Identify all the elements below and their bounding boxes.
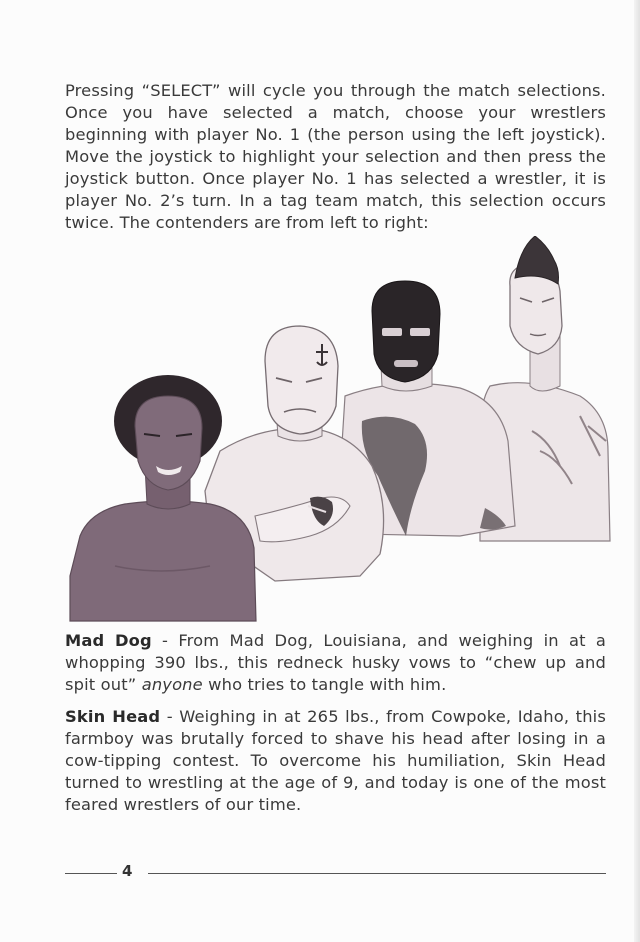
footer-rule-right	[148, 873, 606, 874]
skin-head-name: Skin Head	[65, 707, 161, 726]
mad-dog-text-before: From Mad Dog, Louisiana, and weighing in at a whopping 390 lbs., this redneck husky vows to “chew up and spit out”	[65, 631, 606, 694]
skin-head-bio	[65, 706, 606, 816]
mad-dog-name: Mad Dog	[65, 631, 152, 650]
page-edge	[634, 0, 640, 942]
skin-head-text: Weighing in at 265 lbs., from Cowpoke, Idaho, this farmboy was brutally forced to shave his head after losing in a cow-tipping contest. To overcome his humiliation, Skin Head turned to wrestling at the age of 9, and today is one of the most feared wrestlers of our time.	[65, 707, 606, 814]
mad-dog-text-after: who tries to tangle with him.	[202, 675, 447, 694]
intro-paragraph: Pressing “SELECT” will cycle you through the match selections. Once you have selected a match, choose your wrestlers beginning with player No. 1 (the person using the left joystick). Move the joystick to highlight your selection and then press the joystick button. Once player No. 1 has selected a wrestler, it is player No. 2’s turn. In a tag team match, this selection occurs twice. The contenders are from left to right:	[65, 81, 606, 232]
skin-head-separator: -	[160, 707, 180, 726]
footer-rule-left	[65, 873, 117, 874]
wrestlers-illustration	[60, 236, 620, 624]
mad-dog-separator: -	[151, 631, 179, 650]
mad-dog-bio	[65, 630, 606, 696]
page-number: 4	[122, 862, 133, 880]
mad-dog-emphasis: anyone	[141, 675, 203, 694]
